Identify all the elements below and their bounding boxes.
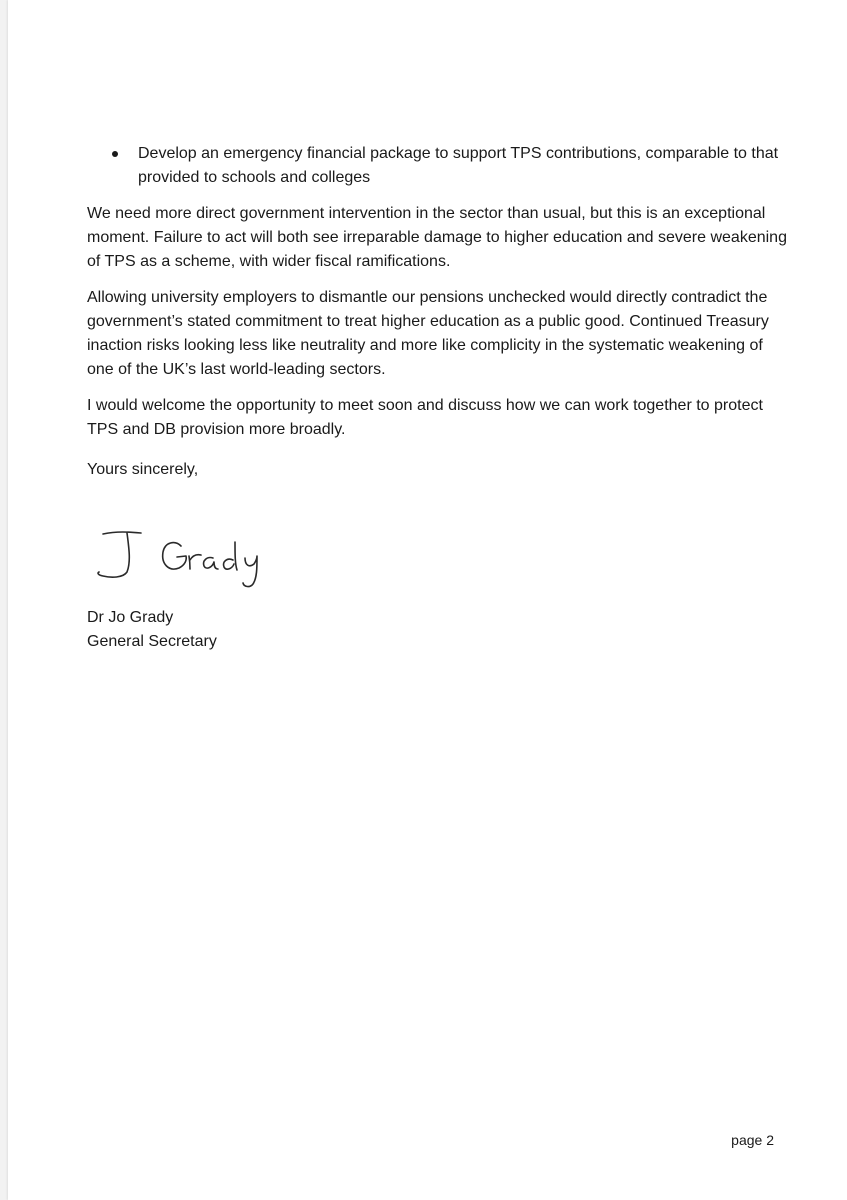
paragraph-intervention: We need more direct government intervention in the sector than usual, but this is an exceptional moment. Failure to act will both see irreparable damage to higher education and severe weakening of TPS as a scheme, with wider fiscal ramifications.	[87, 205, 787, 270]
paragraph-pensions: Allowing university employers to dismantle our pensions unchecked would directly contradict the government’s stated commitment to treat higher education as a public good. Continued Treasury inaction risks looking less like neutrality and more like complicity in the systematic weakening of one of the UK’s last world-leading sectors.	[87, 289, 769, 378]
bullet-text: Develop an emergency financial package to support TPS contributions, comparable to that provided to schools and colleges	[138, 145, 779, 186]
closing-salutation: Yours sincerely,	[87, 461, 199, 478]
signatory-title: General Secretary	[87, 633, 217, 650]
document-page	[8, 0, 847, 1200]
bullet-list	[87, 142, 787, 190]
bullet-dot-icon	[112, 151, 118, 157]
signatory-name: Dr Jo Grady	[87, 609, 174, 626]
letter-body	[87, 142, 787, 494]
list-item	[87, 142, 787, 190]
handwritten-signature	[89, 520, 289, 590]
signatory-block	[87, 606, 217, 654]
paragraph-meeting: I would welcome the opportunity to meet soon and discuss how we can work together to protect TPS and DB provision more broadly.	[87, 397, 763, 438]
page-number: page 2	[731, 1132, 774, 1148]
